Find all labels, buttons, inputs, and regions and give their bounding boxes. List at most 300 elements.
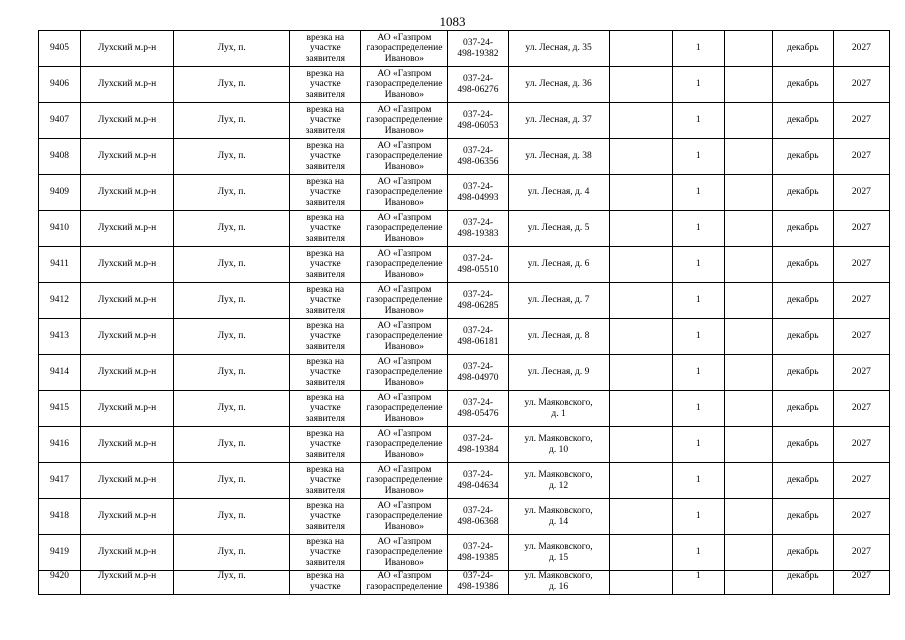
- cell-empty-b: [724, 211, 772, 247]
- cell-record-number: 9410: [39, 211, 81, 247]
- cell-connection-method-line: заявителя: [305, 269, 346, 280]
- cell-connection-method: [290, 31, 361, 67]
- cell-object-code-line: 037-24-: [462, 253, 494, 264]
- cell-settlement: Лух, п.: [174, 499, 290, 535]
- cell-record-number: 9417: [39, 463, 81, 499]
- cell-settlement: Лух, п.: [174, 211, 290, 247]
- cell-month: декабрь: [772, 283, 833, 319]
- cell-address-line: ул. Лесная, д. 4: [527, 187, 590, 198]
- cell-settlement: Лух, п.: [174, 31, 290, 67]
- cell-connection-method-line: заявителя: [305, 521, 346, 532]
- cell-address-line: д. 14: [549, 516, 569, 527]
- cell-organization: [361, 283, 448, 319]
- cell-object-code-line: 498-19384: [457, 444, 499, 455]
- cell-empty-b: [724, 139, 772, 175]
- cell-object-code: [448, 535, 508, 571]
- cell-connection-method-line: участке: [309, 151, 341, 162]
- cell-organization-line: АО «Газпром: [377, 392, 432, 403]
- cell-count: 1: [672, 139, 724, 175]
- table-row: [39, 139, 890, 175]
- cell-settlement: Лух, п.: [174, 391, 290, 427]
- cell-empty-a: [609, 103, 672, 139]
- cell-settlement: Лух, п.: [174, 463, 290, 499]
- cell-object-code: [448, 319, 508, 355]
- cell-settlement: Лух, п.: [174, 427, 290, 463]
- cell-organization-line: газораспределение: [366, 547, 443, 558]
- cell-connection-method-line: участке: [309, 115, 341, 126]
- cell-connection-method-line: врезка на: [306, 428, 345, 439]
- cell-object-code: [448, 391, 508, 427]
- cell-connection-method: [290, 499, 361, 535]
- cell-organization: [361, 499, 448, 535]
- cell-month: декабрь: [772, 139, 833, 175]
- cell-connection-method-line: заявителя: [305, 233, 346, 244]
- cell-connection-method: [290, 427, 361, 463]
- cell-object-code-line: 037-24-: [462, 505, 494, 516]
- table-row: [39, 319, 890, 355]
- cell-address: [508, 211, 609, 247]
- table-row: [39, 427, 890, 463]
- cell-district: Лухский м.р-н: [81, 247, 174, 283]
- cell-organization: [361, 247, 448, 283]
- cell-address-line: ул. Лесная, д. 5: [527, 223, 590, 234]
- cell-organization-line: газораспределение: [366, 295, 443, 306]
- cell-organization-line: газораспределение: [366, 439, 443, 450]
- cell-object-code-line: 498-19386: [457, 581, 499, 592]
- cell-year: 2027: [833, 139, 889, 175]
- cell-count: 1: [672, 499, 724, 535]
- cell-address-line: ул. Лесная, д. 7: [527, 295, 590, 306]
- cell-district: Лухский м.р-н: [81, 463, 174, 499]
- cell-organization-line: АО «Газпром: [377, 464, 432, 475]
- cell-connection-method: [290, 391, 361, 427]
- cell-connection-method: [290, 535, 361, 571]
- cell-object-code-line: 037-24-: [462, 289, 494, 300]
- cell-district: Лухский м.р-н: [81, 283, 174, 319]
- cell-district: Лухский м.р-н: [81, 31, 174, 67]
- cell-connection-method-line: врезка на: [306, 392, 345, 403]
- cell-address-line: ул. Маяковского,: [524, 505, 593, 516]
- cell-organization-line: газораспределение: [366, 259, 443, 270]
- cell-organization: [361, 211, 448, 247]
- cell-object-code-line: 037-24-: [462, 109, 494, 120]
- cell-connection-method-line: заявителя: [305, 557, 346, 568]
- cell-object-code-line: 498-19383: [457, 228, 499, 239]
- cell-address-line: ул. Маяковского,: [524, 433, 593, 444]
- cell-year: 2027: [833, 571, 889, 595]
- cell-month: декабрь: [772, 67, 833, 103]
- cell-empty-b: [724, 31, 772, 67]
- cell-connection-method: [290, 319, 361, 355]
- cell-empty-b: [724, 571, 772, 595]
- cell-organization-line: АО «Газпром: [377, 500, 432, 511]
- cell-object-code-line: 037-24-: [462, 217, 494, 228]
- cell-count: 1: [672, 463, 724, 499]
- cell-organization-line: АО «Газпром: [377, 320, 432, 331]
- cell-district: Лухский м.р-н: [81, 103, 174, 139]
- cell-month: декабрь: [772, 463, 833, 499]
- cell-count: 1: [672, 67, 724, 103]
- cell-organization-line: АО «Газпром: [377, 176, 432, 187]
- cell-connection-method-line: врезка на: [306, 320, 345, 331]
- cell-connection-method: [290, 67, 361, 103]
- cell-organization-line: газораспределение: [366, 151, 443, 162]
- cell-connection-method: [290, 247, 361, 283]
- cell-year: 2027: [833, 103, 889, 139]
- cell-year: 2027: [833, 67, 889, 103]
- cell-connection-method: [290, 103, 361, 139]
- cell-settlement: Лух, п.: [174, 175, 290, 211]
- cell-object-code-line: 037-24-: [462, 361, 494, 372]
- cell-organization: [361, 67, 448, 103]
- cell-empty-b: [724, 175, 772, 211]
- cell-connection-method: [290, 571, 361, 595]
- cell-address: [508, 103, 609, 139]
- cell-object-code-line: 498-04970: [457, 372, 499, 383]
- cell-connection-method-line: врезка на: [306, 68, 345, 79]
- cell-settlement: Лух, п.: [174, 247, 290, 283]
- cell-object-code-line: 037-24-: [462, 571, 494, 581]
- cell-connection-method-line: врезка на: [306, 248, 345, 259]
- cell-year: 2027: [833, 499, 889, 535]
- cell-empty-b: [724, 283, 772, 319]
- cell-connection-method-line: заявителя: [305, 53, 346, 64]
- cell-object-code: [448, 355, 508, 391]
- cell-object-code-line: 037-24-: [462, 73, 494, 84]
- cell-organization-line: Иваново»: [384, 305, 424, 316]
- cell-empty-a: [609, 139, 672, 175]
- cell-settlement: Лух, п.: [174, 355, 290, 391]
- cell-year: 2027: [833, 355, 889, 391]
- registry-table: [38, 30, 890, 595]
- cell-object-code-line: 498-19385: [457, 552, 499, 563]
- cell-empty-a: [609, 535, 672, 571]
- cell-count: 1: [672, 247, 724, 283]
- cell-month: декабрь: [772, 391, 833, 427]
- cell-connection-method: [290, 211, 361, 247]
- cell-organization-line: АО «Газпром: [377, 212, 432, 223]
- cell-object-code-line: 498-04993: [457, 192, 499, 203]
- cell-connection-method-line: участке: [309, 439, 341, 450]
- cell-organization: [361, 175, 448, 211]
- table-row: [39, 535, 890, 571]
- cell-count: 1: [672, 31, 724, 67]
- cell-connection-method-line: участке: [309, 581, 341, 592]
- document-sheet: [38, 30, 890, 620]
- cell-empty-a: [609, 211, 672, 247]
- cell-object-code-line: 498-19382: [457, 48, 499, 59]
- cell-month: декабрь: [772, 211, 833, 247]
- cell-organization-line: АО «Газпром: [377, 284, 432, 295]
- cell-count: 1: [672, 103, 724, 139]
- cell-empty-a: [609, 355, 672, 391]
- cell-month: декабрь: [772, 499, 833, 535]
- cell-settlement: Лух, п.: [174, 67, 290, 103]
- cell-organization: [361, 391, 448, 427]
- cell-object-code-line: 037-24-: [462, 397, 494, 408]
- cell-organization-line: АО «Газпром: [377, 104, 432, 115]
- table-row: [39, 355, 890, 391]
- cell-organization-line: Иваново»: [384, 413, 424, 424]
- cell-object-code-line: 037-24-: [462, 37, 494, 48]
- cell-record-number: 9416: [39, 427, 81, 463]
- cell-connection-method-line: врезка на: [306, 32, 345, 43]
- cell-month: декабрь: [772, 355, 833, 391]
- cell-count: 1: [672, 175, 724, 211]
- cell-empty-a: [609, 319, 672, 355]
- cell-address-line: ул. Маяковского,: [524, 541, 593, 552]
- cell-empty-a: [609, 247, 672, 283]
- cell-year: 2027: [833, 211, 889, 247]
- table-row: [39, 247, 890, 283]
- cell-year: 2027: [833, 31, 889, 67]
- cell-district: Лухский м.р-н: [81, 139, 174, 175]
- cell-month: декабрь: [772, 31, 833, 67]
- cell-settlement: Лух, п.: [174, 535, 290, 571]
- cell-year: 2027: [833, 427, 889, 463]
- cell-empty-a: [609, 571, 672, 595]
- cell-district: Лухский м.р-н: [81, 211, 174, 247]
- table-row: [39, 103, 890, 139]
- cell-object-code: [448, 67, 508, 103]
- cell-object-code-line: 037-24-: [462, 325, 494, 336]
- cell-connection-method-line: участке: [309, 475, 341, 486]
- cell-month: декабрь: [772, 535, 833, 571]
- cell-object-code-line: 498-06181: [457, 336, 499, 347]
- cell-organization: [361, 103, 448, 139]
- cell-empty-b: [724, 391, 772, 427]
- cell-connection-method-line: врезка на: [306, 356, 345, 367]
- cell-organization-line: газораспределение: [366, 511, 443, 522]
- cell-address-line: ул. Лесная, д. 37: [525, 115, 592, 126]
- cell-empty-a: [609, 499, 672, 535]
- cell-address: [508, 139, 609, 175]
- cell-month: декабрь: [772, 103, 833, 139]
- cell-object-code: [448, 247, 508, 283]
- table-row: [39, 31, 890, 67]
- cell-organization-line: газораспределение: [366, 79, 443, 90]
- cell-organization-line: газораспределение: [366, 43, 443, 54]
- cell-organization-line: Иваново»: [384, 233, 424, 244]
- cell-organization-line: Иваново»: [384, 521, 424, 532]
- cell-organization: [361, 535, 448, 571]
- cell-address-line: д. 15: [549, 552, 569, 563]
- cell-address: [508, 391, 609, 427]
- cell-empty-a: [609, 175, 672, 211]
- cell-connection-method: [290, 175, 361, 211]
- cell-object-code-line: 498-06356: [457, 156, 499, 167]
- cell-organization-line: АО «Газпром: [377, 536, 432, 547]
- cell-organization: [361, 139, 448, 175]
- cell-count: 1: [672, 571, 724, 595]
- cell-object-code: [448, 175, 508, 211]
- cell-address-line: д. 1: [551, 408, 566, 419]
- cell-connection-method-line: участке: [309, 403, 341, 414]
- cell-empty-b: [724, 463, 772, 499]
- cell-empty-b: [724, 355, 772, 391]
- cell-connection-method-line: врезка на: [306, 536, 345, 547]
- cell-connection-method: [290, 283, 361, 319]
- cell-address: [508, 283, 609, 319]
- cell-organization-line: АО «Газпром: [377, 68, 432, 79]
- cell-organization-line: Иваново»: [384, 377, 424, 388]
- cell-connection-method-line: врезка на: [306, 176, 345, 187]
- cell-object-code-line: 498-04634: [457, 480, 499, 491]
- table-body: [39, 31, 890, 595]
- cell-organization-line: АО «Газпром: [377, 356, 432, 367]
- cell-organization-line: Иваново»: [384, 53, 424, 64]
- cell-record-number: 9408: [39, 139, 81, 175]
- cell-address-line: ул. Лесная, д. 6: [527, 259, 590, 270]
- cell-organization-line: АО «Газпром: [377, 571, 432, 581]
- cell-settlement: Лух, п.: [174, 571, 290, 595]
- cell-connection-method-line: врезка на: [306, 212, 345, 223]
- cell-connection-method-line: врезка на: [306, 140, 345, 151]
- cell-organization-line: газораспределение: [366, 187, 443, 198]
- cell-count: 1: [672, 283, 724, 319]
- cell-organization: [361, 31, 448, 67]
- cell-month: декабрь: [772, 247, 833, 283]
- cell-organization-line: Иваново»: [384, 89, 424, 100]
- cell-district: Лухский м.р-н: [81, 499, 174, 535]
- cell-address: [508, 355, 609, 391]
- table-row: [39, 67, 890, 103]
- cell-record-number: 9419: [39, 535, 81, 571]
- cell-organization-line: АО «Газпром: [377, 32, 432, 43]
- cell-district: Лухский м.р-н: [81, 319, 174, 355]
- cell-organization-line: Иваново»: [384, 449, 424, 460]
- cell-address: [508, 175, 609, 211]
- cell-address: [508, 571, 609, 595]
- cell-district: Лухский м.р-н: [81, 355, 174, 391]
- cell-connection-method-line: врезка на: [306, 464, 345, 475]
- cell-organization-line: АО «Газпром: [377, 248, 432, 259]
- cell-connection-method-line: участке: [309, 259, 341, 270]
- cell-district: Лухский м.р-н: [81, 535, 174, 571]
- cell-object-code-line: 498-05476: [457, 408, 499, 419]
- cell-month: декабрь: [772, 427, 833, 463]
- cell-district: Лухский м.р-н: [81, 67, 174, 103]
- cell-address: [508, 427, 609, 463]
- cell-connection-method: [290, 355, 361, 391]
- cell-count: 1: [672, 427, 724, 463]
- table-row: [39, 175, 890, 211]
- cell-district: Лухский м.р-н: [81, 427, 174, 463]
- cell-object-code: [448, 211, 508, 247]
- cell-connection-method-line: заявителя: [305, 89, 346, 100]
- cell-address: [508, 535, 609, 571]
- cell-organization-line: газораспределение: [366, 367, 443, 378]
- cell-year: 2027: [833, 319, 889, 355]
- cell-object-code-line: 037-24-: [462, 541, 494, 552]
- cell-object-code-line: 498-06053: [457, 120, 499, 131]
- cell-connection-method-line: заявителя: [305, 197, 346, 208]
- cell-month: декабрь: [772, 571, 833, 595]
- cell-empty-a: [609, 283, 672, 319]
- cell-organization-line: Иваново»: [384, 125, 424, 136]
- cell-year: 2027: [833, 535, 889, 571]
- cell-connection-method-line: заявителя: [305, 161, 346, 172]
- cell-organization-line: Иваново»: [384, 485, 424, 496]
- cell-year: 2027: [833, 283, 889, 319]
- cell-connection-method-line: участке: [309, 187, 341, 198]
- cell-month: декабрь: [772, 175, 833, 211]
- cell-count: 1: [672, 319, 724, 355]
- cell-record-number: 9405: [39, 31, 81, 67]
- cell-object-code: [448, 499, 508, 535]
- cell-connection-method-line: врезка на: [306, 284, 345, 295]
- cell-connection-method-line: заявителя: [305, 125, 346, 136]
- cell-address-line: ул. Маяковского,: [524, 571, 593, 581]
- cell-organization: [361, 463, 448, 499]
- cell-organization-line: Иваново»: [384, 557, 424, 568]
- cell-empty-b: [724, 535, 772, 571]
- cell-organization-line: АО «Газпром: [377, 140, 432, 151]
- cell-connection-method-line: заявителя: [305, 305, 346, 316]
- cell-count: 1: [672, 535, 724, 571]
- cell-object-code: [448, 139, 508, 175]
- cell-connection-method-line: участке: [309, 295, 341, 306]
- cell-record-number: 9407: [39, 103, 81, 139]
- cell-connection-method-line: участке: [309, 367, 341, 378]
- cell-empty-a: [609, 31, 672, 67]
- cell-object-code: [448, 463, 508, 499]
- cell-address-line: ул. Маяковского,: [524, 469, 593, 480]
- cell-object-code: [448, 31, 508, 67]
- cell-empty-b: [724, 67, 772, 103]
- cell-connection-method-line: врезка на: [306, 571, 345, 581]
- cell-settlement: Лух, п.: [174, 139, 290, 175]
- cell-address-line: ул. Маяковского,: [524, 397, 593, 408]
- cell-settlement: Лух, п.: [174, 319, 290, 355]
- cell-organization-line: Иваново»: [384, 269, 424, 280]
- cell-record-number: 9420: [39, 571, 81, 595]
- cell-object-code: [448, 427, 508, 463]
- cell-address-line: ул. Лесная, д. 36: [525, 79, 592, 90]
- table-row: [39, 571, 890, 595]
- cell-organization-line: газораспределение: [366, 581, 443, 592]
- cell-empty-a: [609, 67, 672, 103]
- table-row: [39, 391, 890, 427]
- cell-connection-method-line: заявителя: [305, 341, 346, 352]
- cell-empty-b: [724, 499, 772, 535]
- page-number: 1083: [439, 14, 466, 29]
- cell-month: декабрь: [772, 319, 833, 355]
- cell-empty-a: [609, 463, 672, 499]
- cell-address-line: ул. Лесная, д. 9: [527, 367, 590, 378]
- cell-address: [508, 499, 609, 535]
- cell-organization: [361, 427, 448, 463]
- cell-connection-method-line: участке: [309, 223, 341, 234]
- cell-object-code-line: 037-24-: [462, 181, 494, 192]
- cell-address: [508, 319, 609, 355]
- cell-object-code-line: 498-05510: [457, 264, 499, 275]
- cell-address-line: д. 12: [549, 480, 569, 491]
- cell-organization: [361, 571, 448, 595]
- cell-connection-method-line: участке: [309, 547, 341, 558]
- cell-object-code-line: 037-24-: [462, 469, 494, 480]
- cell-address-line: д. 10: [549, 444, 569, 455]
- cell-year: 2027: [833, 391, 889, 427]
- cell-organization-line: газораспределение: [366, 115, 443, 126]
- cell-district: Лухский м.р-н: [81, 175, 174, 211]
- cell-object-code-line: 498-06276: [457, 84, 499, 95]
- cell-record-number: 9412: [39, 283, 81, 319]
- cell-address-line: д. 16: [549, 581, 569, 592]
- cell-object-code: [448, 103, 508, 139]
- cell-connection-method-line: заявителя: [305, 377, 346, 388]
- cell-connection-method-line: участке: [309, 43, 341, 54]
